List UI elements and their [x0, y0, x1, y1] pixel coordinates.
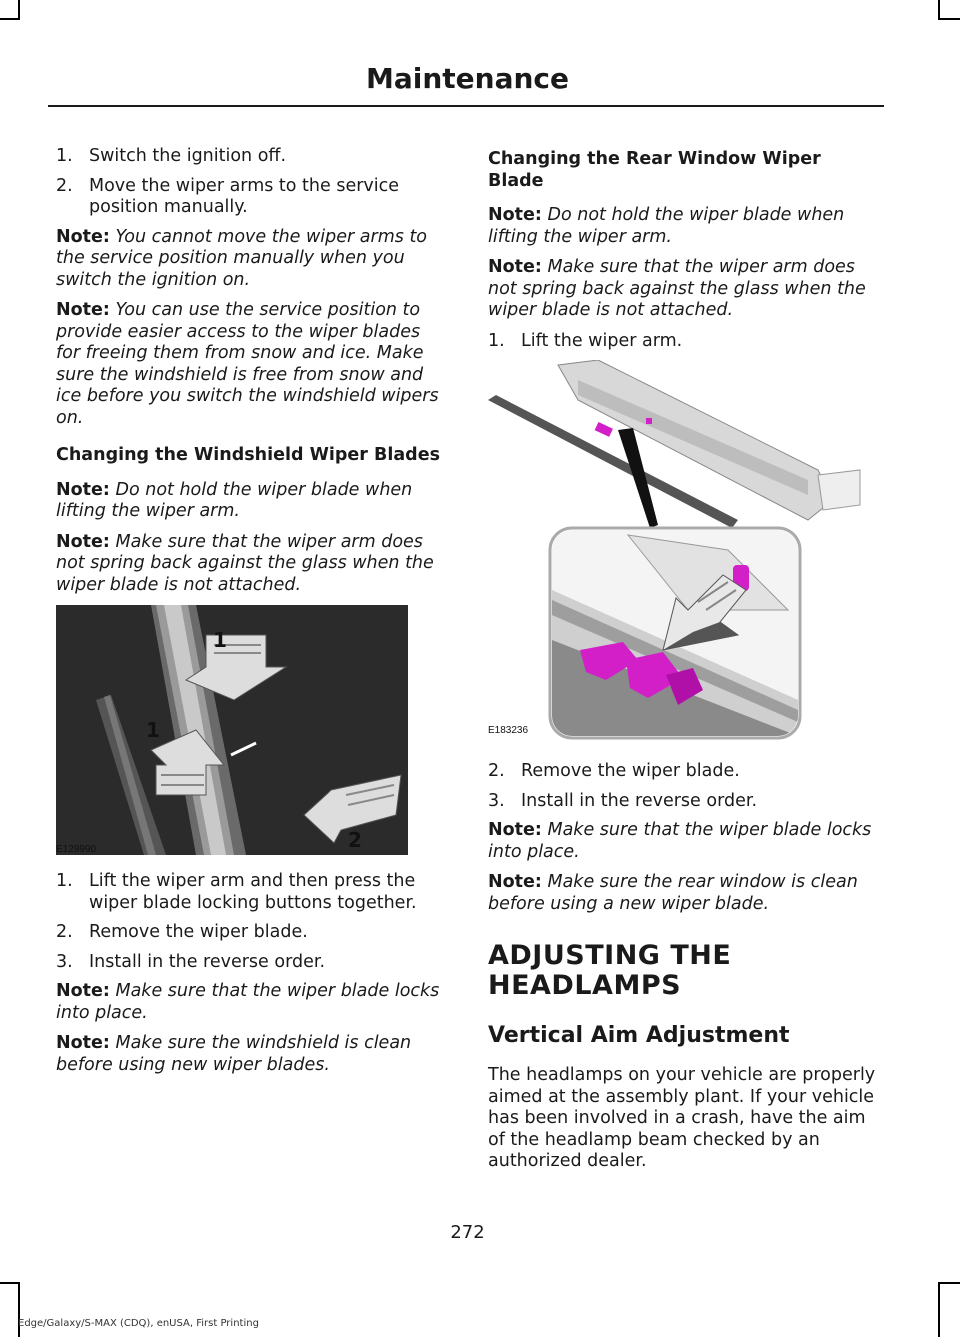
page-title: Maintenance: [365, 62, 569, 95]
step-number: 2.: [56, 922, 73, 942]
note-text: Make sure that the wiper arm does not spring back against the glass when the wiper blade is not attached.: [488, 257, 866, 320]
step-number: 3.: [56, 951, 73, 972]
note-label: Note:: [56, 226, 110, 247]
list-item: [56, 146, 448, 168]
list-item: [56, 176, 448, 219]
note-label: Note:: [56, 1033, 110, 1053]
note: [488, 257, 880, 322]
note: [56, 227, 448, 292]
step-text: Lift the wiper arm and then press the wiper blade locking buttons together.: [89, 871, 417, 913]
list-item: [488, 331, 880, 353]
step-number: 1.: [56, 146, 73, 166]
section-subtitle: Vertical Aim Adjustment: [488, 1023, 790, 1048]
note-label: Note:: [488, 872, 542, 892]
callout-label: 2: [348, 828, 362, 852]
subheading: Changing the Rear Window Wiper Blade: [488, 149, 821, 191]
list-item: [56, 922, 448, 944]
list-item: [488, 761, 880, 783]
crop-mark: [0, 1282, 20, 1284]
crop-mark: [938, 0, 940, 18]
note-text: Make sure that the wiper arm does not spring back against the glass when the wiper blade is not attached.: [56, 531, 434, 595]
step-text: Install in the reverse order.: [89, 951, 326, 972]
note-label: Note:: [56, 981, 110, 1001]
figure-code: E129990: [56, 844, 97, 855]
step-number: 2.: [488, 761, 505, 781]
list-item: [56, 952, 448, 974]
list-item: [56, 871, 448, 914]
note: [488, 872, 880, 915]
windshield-wiper-figure: [56, 605, 408, 855]
note-label: Note:: [488, 257, 542, 277]
rear-wiper-figure: [488, 360, 864, 745]
section-title: ADJUSTING THE HEADLAMPS: [488, 940, 732, 1001]
note: [56, 300, 448, 429]
crop-mark: [938, 1282, 940, 1337]
note-label: Note:: [56, 479, 110, 500]
edition-footer: Edge/Galaxy/S-MAX (CDQ), enUSA, First Printing: [18, 1318, 259, 1329]
rear-wiper-illustration: [488, 360, 864, 745]
note-label: Note:: [56, 531, 110, 552]
page-number: 272: [450, 1222, 485, 1243]
crop-mark: [938, 1282, 960, 1284]
subheading: Changing the Windshield Wiper Blades: [56, 445, 440, 465]
step-number: 1.: [56, 871, 73, 891]
step-text: Lift the wiper arm.: [521, 330, 683, 351]
step-text: Switch the ignition off.: [89, 146, 287, 166]
step-text: Move the wiper arms to the service position manually.: [89, 175, 400, 217]
figure-code: E183236: [488, 725, 529, 736]
right-column: [488, 146, 880, 1182]
step-number: 2.: [56, 175, 73, 196]
note-text: Do not hold the wiper blade when lifting the wiper arm.: [488, 205, 845, 247]
note-text: Make sure that the wiper blade locks into place.: [488, 820, 872, 862]
list-item: [488, 791, 880, 813]
note: [488, 205, 880, 248]
note: [488, 820, 880, 863]
note: [56, 1033, 448, 1076]
note-text: Make sure the windshield is clean before using new wiper blades.: [56, 1033, 412, 1075]
body-paragraph: The headlamps on your vehicle are properly aimed at the assembly plant. If your vehicle has been involved in a crash, have the aim of the headlamp beam checked by an authorized dealer.: [488, 1065, 876, 1171]
step-number: 1.: [488, 330, 505, 351]
note: [56, 981, 448, 1024]
step-text: Remove the wiper blade.: [89, 922, 308, 942]
step-text: Install in the reverse order.: [521, 790, 758, 811]
header-rule: [48, 105, 884, 107]
step-number: 3.: [488, 790, 505, 811]
wiper-blade-illustration: [56, 605, 408, 855]
note-text: You can use the service position to provide easier access to the wiper blades for freeing them from snow and ice. Make sure the windshield is free from snow and ice before you switch the windshield wipers on.: [56, 300, 439, 428]
crop-mark: [0, 18, 20, 20]
crop-mark: [18, 0, 20, 18]
callout-label: 1: [213, 628, 227, 652]
note-text: You cannot move the wiper arms to the service position manually when you switch the ignition on.: [56, 226, 428, 290]
note-text: Make sure that the wiper blade locks into place.: [56, 981, 440, 1023]
note-label: Note:: [488, 820, 542, 840]
left-column: [56, 146, 448, 1085]
crop-mark: [938, 18, 960, 20]
note-label: Note:: [56, 300, 110, 320]
note: [56, 480, 448, 523]
note: [56, 532, 448, 597]
step-text: Remove the wiper blade.: [521, 761, 740, 781]
note-text: Make sure the rear window is clean before using a new wiper blade.: [488, 872, 858, 914]
note-label: Note:: [488, 205, 542, 225]
note-text: Do not hold the wiper blade when lifting the wiper arm.: [56, 479, 413, 521]
callout-label: 1: [146, 718, 160, 742]
